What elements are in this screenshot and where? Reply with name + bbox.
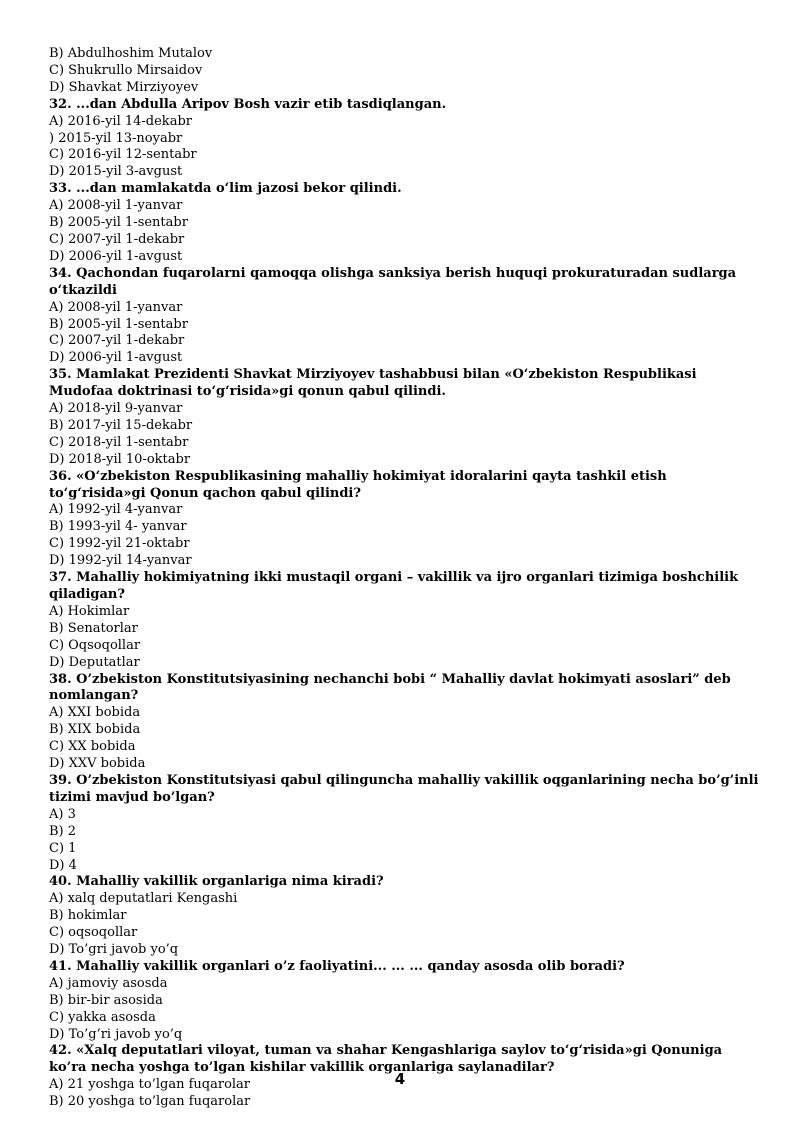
answer-option: A) jamoviy asosda [49, 975, 168, 991]
answer-option: B) XIX bobida [49, 722, 141, 738]
question-text: 32. ...dan Abdulla Aripov Bosh vazir etib tasdiqlangan. [49, 96, 447, 112]
answer-option: C) 1992-yil 21-oktabr [49, 536, 190, 552]
answer-option: D) To’gri javob yo’q [49, 942, 179, 958]
question-text: 41. Mahalliy vakillik organlari o’z faoliyatini... ... ... qanday asosda olib boradi? [49, 958, 625, 974]
answer-option: B) 2005-yil 1-sentabr [49, 215, 188, 231]
answer-option: A) 3 [49, 806, 76, 822]
answer-option: A) 2018-yil 9-yanvar [49, 401, 183, 417]
answer-option: D) Deputatlar [49, 654, 140, 670]
answer-option: B) bir-bir asosida [49, 992, 163, 1008]
question-text: 38. O’zbekiston Konstitutsiyasining nechanchi bobi “ Mahalliy davlat hokimyati asoslari” deb nomlangan? [49, 671, 731, 704]
answer-option: A) XXI bobida [49, 705, 141, 721]
answer-option: C) XX bobida [49, 739, 136, 755]
answer-option: D) 4 [49, 857, 77, 873]
answer-option: B) 20 yoshga to’lgan fuqarolar [49, 1094, 251, 1110]
page-number: 4 [394, 1070, 406, 1088]
document-body [49, 46, 759, 1111]
question-text: 33. ...dan mamlakatda o‘lim jazosi bekor qilindi. [49, 181, 402, 197]
answer-option: B) Abdulhoshim Mutalov [49, 46, 213, 61]
answer-option: A) 2016-yil 14-dekabr [49, 113, 192, 129]
answer-option: C) 1 [49, 840, 77, 856]
answer-option: B) 2017-yil 15-dekabr [49, 417, 193, 433]
answer-option: A) 1992-yil 4-yanvar [49, 502, 183, 518]
answer-option: C) Oqsoqollar [49, 637, 141, 653]
answer-option: D) To’g’ri javob yo’q [49, 1026, 183, 1042]
answer-option: D) 2006-yil 1-avgust [49, 248, 183, 264]
answer-option: C) 2007-yil 1-dekabr [49, 231, 185, 247]
answer-option: D) Shavkat Mirziyoyev [49, 79, 199, 95]
answer-option: C) 2007-yil 1-dekabr [49, 333, 185, 349]
answer-option: A) 2008-yil 1-yanvar [49, 198, 183, 214]
answer-option: B) hokimlar [49, 908, 127, 924]
answer-option: D) 2015-yil 3-avgust [49, 164, 183, 180]
answer-option: C) 2016-yil 12-sentabr [49, 147, 197, 163]
question-text: 39. O’zbekiston Konstitutsiyasi qabul qilinguncha mahalliy vakillik oqganlarining necha bo’g’inli tizimi mavjud bo’lgan? [49, 772, 759, 805]
answer-option: B) 1993-yil 4- yanvar [49, 519, 187, 535]
answer-option: A) xalq deputatlari Kengashi [49, 891, 238, 907]
answer-option: C) oqsoqollar [49, 925, 138, 941]
question-text: 42. «Xalq deputatlari viloyat, tuman va shahar Kengashlariga saylov to‘g‘risida»gi Qonuniga ko’ra necha yoshga to’lgan kishilar vakillik organlariga saylanadilar? [49, 1043, 723, 1076]
answer-option: D) 2018-yil 10-oktabr [49, 451, 191, 467]
answer-option: B) 2 [49, 823, 77, 839]
answer-option: C) Shukrullo Mirsaidov [49, 62, 203, 78]
answer-option: C) yakka asosda [49, 1009, 156, 1025]
answer-option: D) XXV bobida [49, 756, 146, 772]
answer-option: D) 1992-yil 14-yanvar [49, 553, 192, 569]
answer-option: A) 21 yoshga to’lgan fuqarolar [49, 1077, 251, 1093]
answer-option: D) 2006-yil 1-avgust [49, 350, 183, 366]
question-text: 35. Mamlakat Prezidenti Shavkat Mirziyoyev tashabbusi bilan «O‘zbekiston Respublikasi Mudofaa doktrinasi to‘g‘risida»gi qonun qabul qilindi. [49, 367, 697, 400]
answer-option: C) 2018-yil 1-sentabr [49, 434, 189, 450]
answer-option: A) Hokimlar [49, 603, 130, 619]
question-text: 34. Qachondan fuqarolarni qamoqqa olishga sanksiya berish huquqi prokuraturadan sudlarga o‘tkazildi [49, 265, 737, 298]
answer-option: A) 2008-yil 1-yanvar [49, 299, 183, 315]
answer-option: ) 2015-yil 13-noyabr [49, 130, 183, 146]
answer-option: B) 2005-yil 1-sentabr [49, 316, 188, 332]
question-text: 37. Mahalliy hokimiyatning ikki mustaqil organi – vakillik va ijro organlari tizimiga boshchilik qiladigan? [49, 570, 739, 602]
question-text: 36. «O‘zbekiston Respublikasining mahalliy hokimiyat idoralarini qayta tashkil etish to‘g‘risida»gi Qonun qachon qabul qilindi? [49, 468, 667, 501]
answer-option: B) Senatorlar [49, 620, 138, 636]
question-text: 40. Mahalliy vakillik organlariga nima kiradi? [49, 874, 384, 890]
